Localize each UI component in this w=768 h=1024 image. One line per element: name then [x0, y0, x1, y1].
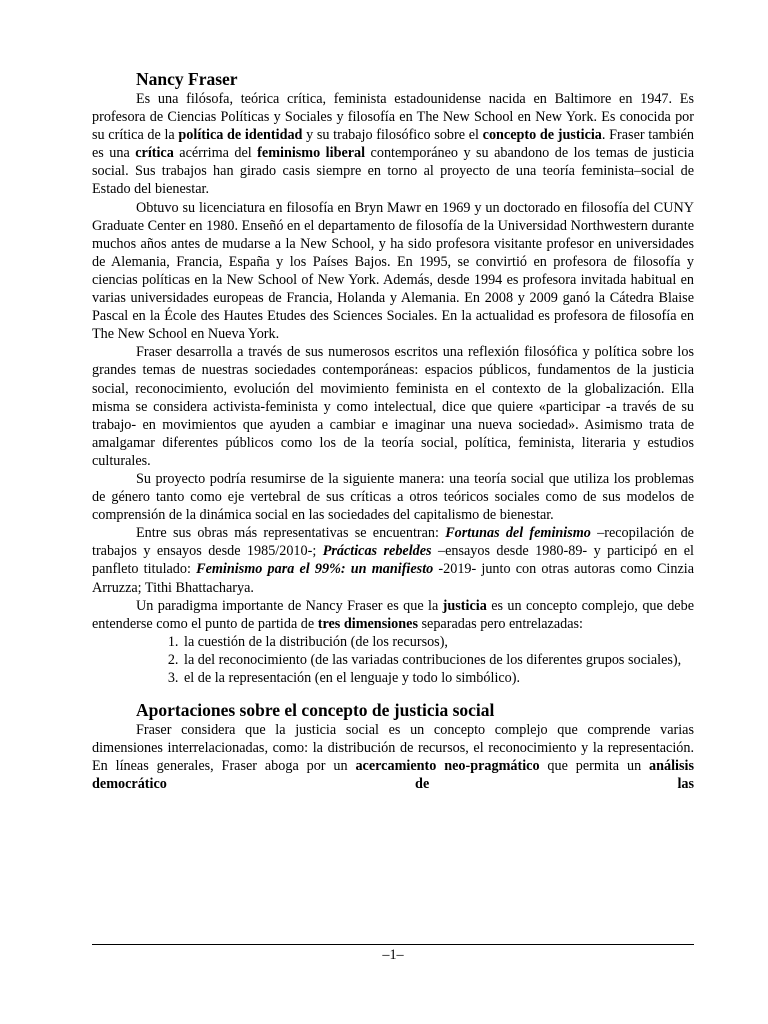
text-run: Un paradigma importante de Nancy Fraser es que la [136, 597, 443, 614]
page-title: Nancy Fraser [136, 69, 238, 89]
bold-term: concepto de justicia [482, 127, 602, 144]
bold-term: tres dimensiones [317, 615, 418, 632]
section-heading: Aportaciones sobre el concepto de justicia social [136, 700, 495, 721]
text-run: separadas pero entrelazadas: [417, 615, 584, 632]
paragraph-intro [92, 90, 694, 199]
list-item: 3. el de la representación (en el lenguaje y todo lo simbólico). [182, 669, 694, 687]
text-run: Entre sus obras más representativas se encuentran: [136, 525, 446, 542]
bold-term: política de identidad [178, 127, 303, 144]
text-run: que permita un [539, 758, 650, 775]
text-run: contemporáneo y su abandono de los temas de justicia social. Sus trabajos han girado casis siempre en torno al proyecto de una teoría feminista–social de Estado del bienestar. [92, 145, 694, 198]
text-run: -2019- junto con otras autoras como Cinzia Arruzza; Tithi Bhattacharya. [92, 561, 694, 596]
list-item: 2. la del reconocimiento (de las variadas contribuciones de los diferentes grupos sociales), [182, 651, 694, 669]
paragraph-project: Su proyecto podría resumirse de la siguiente manera: una teoría social que utiliza los problemas de género tanto como eje vertebral de sus críticas a otros teóricos sociales como de sus modelos de comprensión de la dinámica social en las sociedades del capitalismo de bienestar. [92, 470, 694, 524]
page-number: –1– [382, 947, 404, 963]
text-run: –recopilación de trabajos y ensayos desde 1985/2010-; [92, 525, 694, 560]
text-run: Es una filósofa, teórica crítica, feminista estadounidense nacida en Baltimore en 1947. Es profesora de Ciencias Políticas y Sociales y filosofía en The New School en New York. Es conocida por su crítica de la [92, 91, 694, 144]
work-title: Feminismo para el 99%: un manifiesto [196, 561, 434, 578]
bold-term: análisis democrático de las [92, 758, 694, 793]
bold-term: feminismo liberal [257, 145, 366, 162]
work-title: Fortunas del feminismo [445, 525, 591, 542]
text-run: acérrima del [173, 145, 258, 162]
paragraph-education: Obtuvo su licenciatura en filosofía en Bryn Mawr en 1969 y un doctorado en filosofía del CUNY Graduate Center en 1980. Enseñó en el departamento de filosofía de la Universidad Northwestern durante muchos años antes de mudarse a la New School, y ha sido profesora visitante profesor en universidades de Alemania, Francia, España y los Países Bajos. En 1995, se convirtió en profesora de filosofía y ciencias políticas en la New School of New York. Además, desde 1994 es profesora invitada habitual en varias universidades europeas de Francia, Holanda y Alemania. En 2008 y 2009 ganó la Cátedra Blaise Pascal en la École des Hautes Etudes des Sciences Sociales. En la actualidad es profesora de filosofía en The New School en Nueva York. [92, 199, 694, 343]
work-title: Prácticas rebeldes [322, 543, 432, 560]
paragraph-justice [92, 721, 694, 793]
text-run: y su trabajo filosófico sobre el [302, 127, 483, 144]
document-body [92, 68, 694, 793]
text-run: Fraser considera que la justicia social es un concepto complejo que comprende varias dimensiones interrelacionadas, como: la distribución de recursos, el reconocimiento y la representación. En líneas generales, Fraser aboga por un [92, 722, 694, 775]
bold-term: justicia [442, 597, 487, 614]
bold-term: acercamiento neo-pragmático [355, 758, 540, 775]
paragraph-themes: Fraser desarrolla a través de sus numerosos escritos una reflexión filosófica y política sobre los grandes temas de nuestras sociedades contemporáneas: espacios públicos, fundamentos de la justicia social, reconocimiento, evolución del movimiento feminista en el contexto de la globalización. Ella misma se considera activista-feminista y como intelectual, dice que quiere «participar -a través de su trabajo- en movimientos que ayuden a cambiar e imaginar una nueva sociedad». Asimismo trata de amalgamar diferentes públicos como los de la teoría social, política, feminista, literaria y estudios culturales. [92, 344, 694, 469]
text-run: –ensayos desde 1980-89- y participó en el panfleto titulado: [92, 543, 694, 578]
paragraph-paradigm [92, 597, 694, 633]
footer-divider [92, 944, 694, 945]
text-run: . Fraser también es una [92, 127, 694, 162]
text-run: es un concepto complejo, que debe entenderse como el punto de partida de [92, 597, 694, 632]
dimensions-list [92, 633, 694, 687]
paragraph-works [92, 524, 694, 596]
bold-term: crítica [135, 145, 174, 162]
list-item: 1. la cuestión de la distribución (de los recursos), [182, 633, 694, 651]
